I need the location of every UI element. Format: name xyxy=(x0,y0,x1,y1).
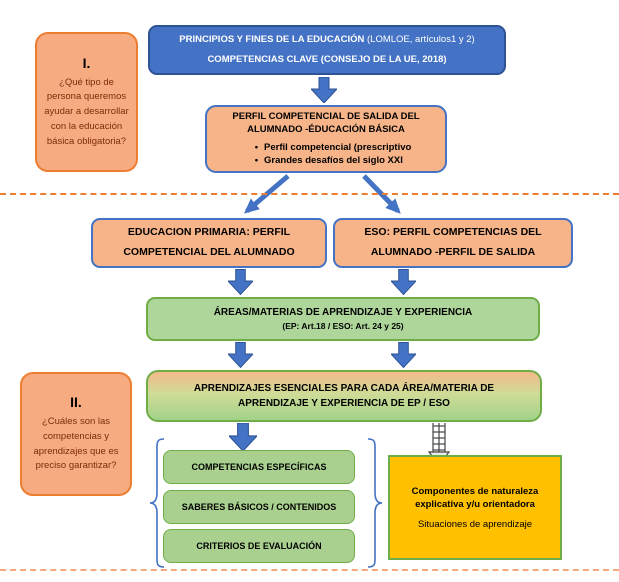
diagonal-arrows xyxy=(0,170,619,220)
perfil-salida-bullets xyxy=(241,141,412,168)
eso-box: ESO: PERFIL COMPETENCIAS DEL ALUMNADO -PERFIL DE SALIDA xyxy=(333,218,573,268)
componentes-bold-text: Componentes de naturaleza explicativa y/u orientadora xyxy=(411,485,539,510)
stage-2-label: II. xyxy=(70,394,82,411)
perfil-bullet-1: • Perfil competencial (prescriptivo xyxy=(255,141,412,154)
arrow-down-icon xyxy=(228,269,253,295)
stage-1-question: ¿Qué tipo de persona queremos ayudar a desarrollar con la educación básica obligatoria? xyxy=(44,76,129,147)
arrow-down-icon xyxy=(391,269,416,295)
principles-line1-tail: (LOMLOE, artículos1 y 2) xyxy=(364,34,475,46)
arrow-down-icon xyxy=(229,423,257,451)
areas-materias-box xyxy=(146,297,540,341)
areas-title: ÁREAS/MATERIAS DE APRENDIZAJE Y EXPERIENCIA xyxy=(213,307,473,318)
stage-1-label: I. xyxy=(82,54,91,71)
saberes-basicos-box: SABERES BÁSICOS / CONTENIDOS xyxy=(163,490,355,524)
stage-2-question: ¿Cuáles son las competencias y aprendizajes que es preciso garantizar? xyxy=(33,416,119,472)
perfil-bullet-2: • Grandes desafíos del siglo XXI xyxy=(255,154,412,167)
situaciones-text: Situaciones de aprendizaje xyxy=(417,519,533,531)
right-brace-icon xyxy=(366,438,384,568)
perfil-salida-box xyxy=(205,105,447,173)
areas-subtitle: (EP: Art.18 / ESO: Art. 24 y 25) xyxy=(282,321,404,331)
componentes-orientadores-box xyxy=(388,455,562,560)
principles-line1 xyxy=(179,30,474,50)
competencias-especificas-box: COMPETENCIAS ESPECÍFICAS xyxy=(163,450,355,484)
stage-2-question-box xyxy=(20,372,132,496)
arrow-down-icon xyxy=(228,342,253,368)
aprendizajes-esenciales-box: APRENDIZAJES ESENCIALES PARA CADA ÁREA/MATERIA DE APRENDIZAJE Y EXPERIENCIA DE EP / ESO xyxy=(146,370,542,422)
criterios-evaluacion-box: CRITERIOS DE EVALUACIÓN xyxy=(163,529,355,563)
principles-line2: COMPETENCIAS CLAVE (CONSEJO DE LA UE, 2018) xyxy=(207,54,447,65)
dashed-separator-bottom xyxy=(0,569,619,571)
arrow-down-icon xyxy=(311,77,337,103)
primaria-box: EDUCACION PRIMARIA: PERFIL COMPETENCIAL DEL ALUMNADO xyxy=(91,218,327,268)
perfil-salida-title: PERFIL COMPETENCIAL DE SALIDA DEL ALUMNADO -ÉDUCACIÓN BÁSICA xyxy=(232,110,420,135)
stage-1-question-box xyxy=(35,32,138,172)
arrow-down-icon xyxy=(391,342,416,368)
dashed-separator-top xyxy=(0,193,619,195)
principles-line1-bold: PRINCIPIOS Y FINES DE LA EDUCACIÓN xyxy=(179,34,365,46)
principles-title-box xyxy=(148,25,506,75)
